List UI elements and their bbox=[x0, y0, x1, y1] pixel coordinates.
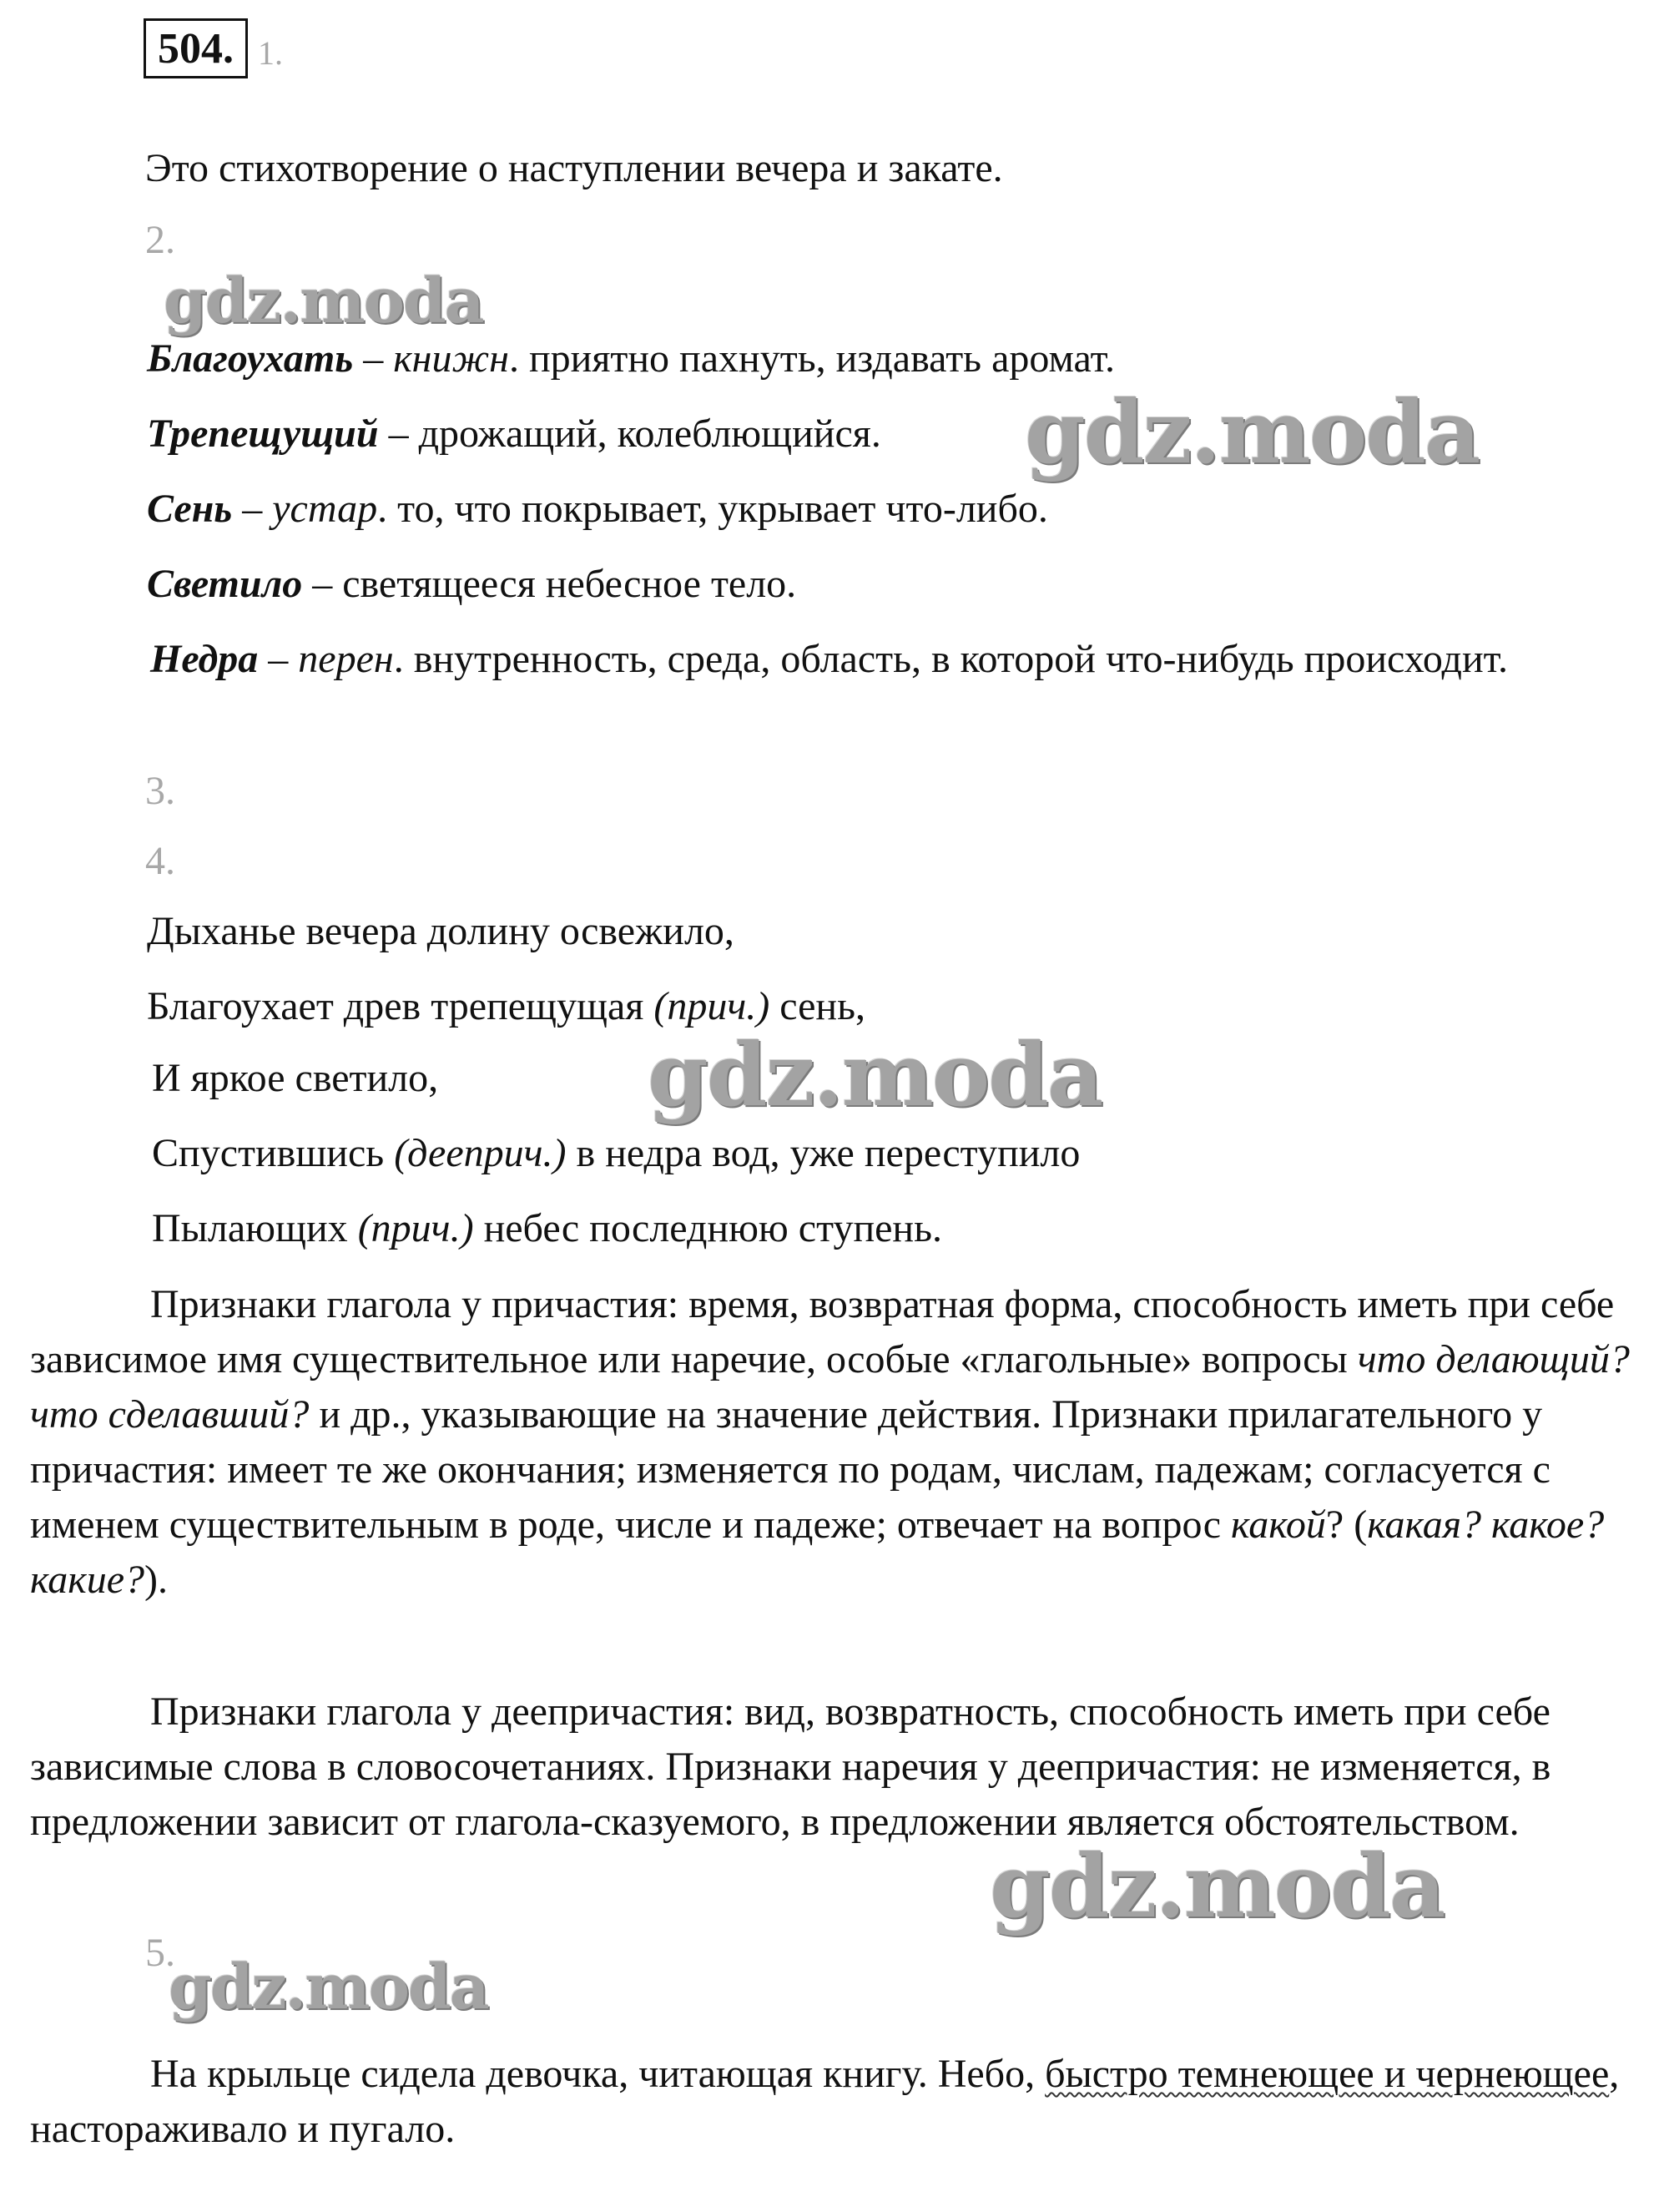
task-2-label: 2. bbox=[145, 218, 175, 262]
definition-term: Сень bbox=[147, 487, 233, 531]
task-3-label: 3. bbox=[145, 769, 175, 813]
task-5-label: 5. bbox=[145, 1931, 175, 1975]
definition-text: дрожащий, колеблющийся. bbox=[418, 412, 881, 456]
underlined-phrase: быстро темнеющее и чернеющее bbox=[1045, 2052, 1610, 2096]
definition-text: приятно пахнуть, издавать аромат. bbox=[518, 336, 1115, 381]
gerund-paragraph: Признаки глагола у деепричастия: вид, возвратность, способность иметь при себе зависимые слова в словосочетаниях. Признаки наречия у деепричастия: не изменяется, в предложении зависит от глагола-сказуемого, в предложении является обстоятельством. bbox=[30, 1689, 1551, 1844]
task-4-label: 4. bbox=[145, 839, 175, 883]
exercise-header bbox=[144, 15, 283, 82]
definition-text: светящееся небесное тело. bbox=[342, 562, 797, 606]
definition-3: Сень – устар. то, что покрывает, укрывает что-либо. bbox=[147, 487, 1048, 531]
example-paragraph: На крыльце сидела девочка, читающая книгу. Небо, быстро темнеющее и чернеющее, настораживало и пугало. bbox=[30, 2052, 1620, 2151]
definition-mark: книжн bbox=[393, 336, 509, 381]
watermark-logo: gdz.moda bbox=[990, 1835, 1445, 1937]
poem-line-1: Дыханье вечера долину освежило, bbox=[147, 909, 734, 953]
poem-line-2: Благоухает древ трепещущая (прич.) сень, bbox=[147, 984, 866, 1028]
definition-term: Светило bbox=[147, 562, 303, 606]
task-1-label: 1. bbox=[258, 33, 283, 72]
definition-term: Недра bbox=[150, 637, 259, 681]
definition-4: Светило – светящееся небесное тело. bbox=[147, 562, 797, 606]
watermark-logo: gdz.moda bbox=[169, 1952, 488, 2023]
definition-mark: перен bbox=[298, 637, 394, 681]
poem-line-5: Пылающих (прич.) небес последнюю ступень. bbox=[152, 1206, 943, 1250]
watermark-logo: gdz.moda bbox=[1025, 381, 1480, 483]
watermark-logo: gdz.moda bbox=[164, 265, 483, 337]
participle-paragraph: Признаки глагола у причастия: время, возвратная форма, способность иметь при себе зависимое имя существительное или наречие, особые «глагольные» вопросы что делающий? что сделавший? и др., указывающие на значение действия. Признаки прилагательного у причастия: имеет те же окончания; изменяется по родам, числам, падежам; согласуется с именем существительным в роде, числе и падеже; отвечает на вопрос какой? (какая? какое? какие?). bbox=[30, 1282, 1630, 1602]
grammar-mark: (прич.) bbox=[653, 984, 770, 1028]
definition-term: Благоухать bbox=[147, 336, 354, 381]
task-1-answer: Это стихотворение о наступлении вечера и закате. bbox=[145, 146, 1003, 190]
grammar-mark: (прич.) bbox=[357, 1206, 474, 1250]
question-words: что делающий? что сделавший? bbox=[30, 1337, 1630, 1437]
definition-text: внутренность, среда, область, в которой что-нибудь происходит. bbox=[403, 637, 1508, 681]
poem-line-3: И яркое светило, bbox=[152, 1056, 439, 1100]
watermark-logo: gdz.moda bbox=[648, 1023, 1102, 1126]
definition-2: Трепещущий – дрожащий, колеблющийся. bbox=[147, 412, 881, 456]
definition-text: то, что покрывает, укрывает что-либо. bbox=[387, 487, 1048, 531]
poem-line-4: Спустившись (дееприч.) в недра вод, уже переступило bbox=[152, 1131, 1081, 1175]
definition-5: Недра – перен. внутренность, среда, область, в которой что-нибудь происходит. bbox=[150, 637, 1508, 681]
grammar-mark: (дееприч.) bbox=[394, 1131, 567, 1175]
definition-term: Трепещущий bbox=[147, 412, 379, 456]
definition-mark: устар bbox=[272, 487, 378, 531]
exercise-number: 504. bbox=[144, 18, 248, 78]
definition-1: Благоухать – книжн. приятно пахнуть, издавать аромат. bbox=[147, 336, 1115, 381]
